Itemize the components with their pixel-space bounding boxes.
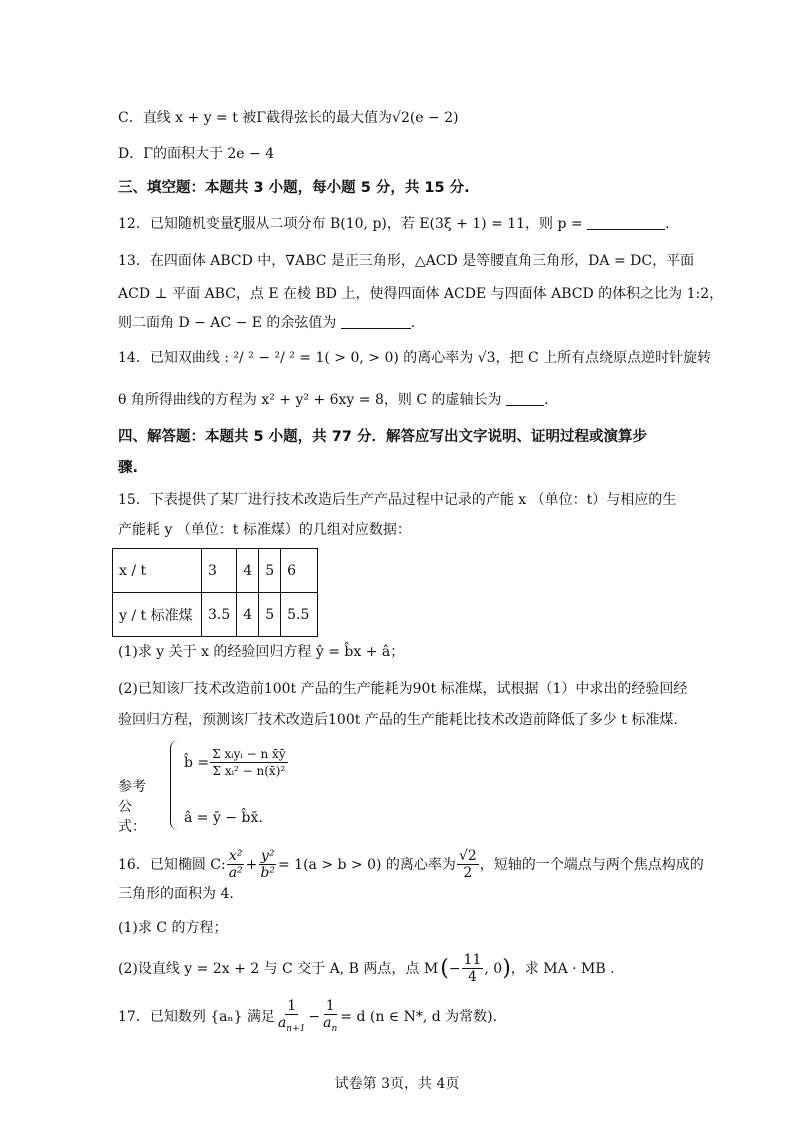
option-c: C．直线 x + y = t 被Γ截得弦长的最大值为√2(e − 2): [118, 110, 459, 126]
formula-b-label: b̂ =: [184, 754, 210, 771]
question-14-text: θ 角所得曲线的方程为 x² + y² + 6xy = 8，则 C 的虚轴长为: [118, 392, 502, 408]
fraction-1-an: $\frac{1}{a_n}$: [323, 998, 338, 1034]
formula-a: â = ȳ − b̂x̄.: [184, 810, 263, 826]
fraction-sqrt2-2: $\frac{√2}{2}$: [458, 848, 477, 881]
question-16-part-2-text-b: ，求 MA · MB .: [510, 960, 615, 977]
question-17-text-b: = d (n ∈ N*, d 为常数).: [340, 1009, 498, 1026]
question-15-line-2: 产能耗 y （单位：t 标准煤）的几组对应数据：: [118, 522, 411, 538]
question-15-part-2-line-1: (2)已知该厂技术改造前100t 产品的生产能耗为90t 标准煤，试根据（1）中求出的经验回经: [118, 681, 688, 697]
page-footer: 试卷第 3页，共 4页: [334, 1076, 460, 1092]
question-16-part-2: (2)设直线 y = 2x + 2 与 C 交于 A, B 两点，点 M ( − $\frac{11}{4}$ , 0 ) ，求 MA · MB .: [118, 952, 615, 985]
fraction-x2-a2: $\frac{\text{x²}}{\text{a²}}$: [228, 848, 243, 881]
table-cell: 4: [237, 593, 259, 637]
answer-blank-13: [341, 314, 411, 329]
answer-blank-14: [506, 391, 544, 406]
table-cell: 5: [259, 549, 281, 593]
section-4-heading-1: 四、解答题：本题共 5 小题，共 77 分．解答应写出文字说明、证明过程或演算步: [118, 429, 647, 445]
question-16-line-2: 三角形的面积为 4.: [118, 886, 234, 902]
table-row: [113, 549, 318, 593]
question-14-line-2: θ 角所得曲线的方程为 x² + y² + 6xy = 8，则 C 的虚轴长为 .: [118, 392, 549, 408]
answer-blank-12: [587, 215, 665, 230]
table-cell: 5: [259, 593, 281, 637]
option-d: D．Γ的面积大于 2e − 4: [118, 146, 275, 162]
question-13-line-1: 13．在四面体 ABCD 中，∇ABC 是正三角形，△ACD 是等腰直角三角形，DA = DC，平面: [118, 253, 695, 269]
data-table: [112, 548, 318, 637]
question-17: 17．已知数列 {aₙ} 满足 $\frac{1}{a_{n+1}}$ − $\frac{1}{a_n}$ = d (n ∈ N*, d 为常数).: [118, 998, 497, 1037]
question-15-line-1: 15．下表提供了某厂进行技术改造后生产产品过程中记录的产能 x （单位：t）与相应的生: [118, 492, 677, 508]
table-cell: 4: [237, 549, 259, 593]
table-cell: 3.5: [202, 593, 237, 637]
question-14-line-1: 14．已知双曲线 : ²/ ² − ²/ ² = 1( > 0, > 0) 的离心率为 √3，把 C 上所有点绕原点逆时针旋转: [118, 350, 712, 366]
question-15-part-2-line-2: 验回归方程，预测该厂技术改造后100t 产品的生产能耗比技术改造前降低了多少 t 标准煤.: [118, 712, 678, 728]
table-cell: 5.5: [281, 593, 318, 637]
question-16-part-2-text-a: (2)设直线 y = 2x + 2 与 C 交于 A, B 两点，点 M: [118, 960, 439, 977]
formula-b: [184, 746, 289, 779]
fraction-1-an1: $\frac{1}{a_{n+1}}$: [277, 998, 306, 1034]
fraction-y2-b2: $\frac{\text{y²}}{\text{b²}}$: [260, 848, 275, 881]
table-row: [113, 593, 318, 637]
section-3-heading: 三、填空题：本题共 3 小题，每小题 5 分，共 15 分.: [118, 180, 470, 196]
fraction-11-4: $\frac{11}{4}$: [463, 952, 482, 985]
table-cell: 6: [281, 549, 318, 593]
formula-b-numerator: Σ xᵢyᵢ − n x̄ȳ: [212, 747, 286, 761]
question-13-text: 则二面角 D − AC − E 的余弦值为: [118, 315, 337, 331]
question-12-text: 12．已知随机变量ξ服从二项分布 B(10, p)，若 E(3ξ + 1) = 11，则 p =: [118, 216, 583, 232]
question-17-text-a: 17．已知数列 {aₙ} 满足: [118, 1009, 275, 1026]
brace: [170, 740, 181, 830]
question-12: 12．已知随机变量ξ服从二项分布 B(10, p)，若 E(3ξ + 1) = 11，则 p = .: [118, 216, 670, 232]
reference-label: 参考公式：: [118, 779, 146, 835]
table-cell: y / t 标准煤: [113, 593, 202, 637]
table-cell: x / t: [113, 549, 202, 593]
formula-b-denominator: Σ xᵢ² − n(x̄)²: [212, 764, 286, 778]
formula-b-fraction: [210, 746, 287, 779]
question-16-text-b: = 1(a > b > 0) 的离心率为: [277, 856, 456, 873]
table-cell: 3: [202, 549, 237, 593]
question-16-text-c: ，短轴的一个端点与两个焦点构成的: [479, 856, 704, 873]
question-16-part-1: (1)求 C 的方程；: [118, 920, 228, 936]
question-13-line-3: 则二面角 D − AC − E 的余弦值为 .: [118, 315, 416, 331]
question-16-line-1: 16．已知椭圆 C: $\frac{\text{x²}}{\text{a²}}$ + $\frac{\text{y²}}{\text{b²}}$ = 1(a > b > 0) 的离心率为 $\frac{√2}{2}$ ，短轴的一个端点与两个焦点构成的: [118, 848, 704, 881]
question-15-part-1: (1)求 y 关于 x 的经验回归方程 ŷ = b̂x + â；: [118, 644, 405, 660]
section-4-heading-2: 骤.: [118, 460, 139, 476]
question-13-line-2: ACD ⊥ 平面 ABC，点 E 在棱 BD 上，使得四面体 ACDE 与四面体 ABCD 的体积之比为 1:2，: [118, 286, 724, 302]
question-16-text-a: 16．已知椭圆 C:: [118, 856, 226, 873]
